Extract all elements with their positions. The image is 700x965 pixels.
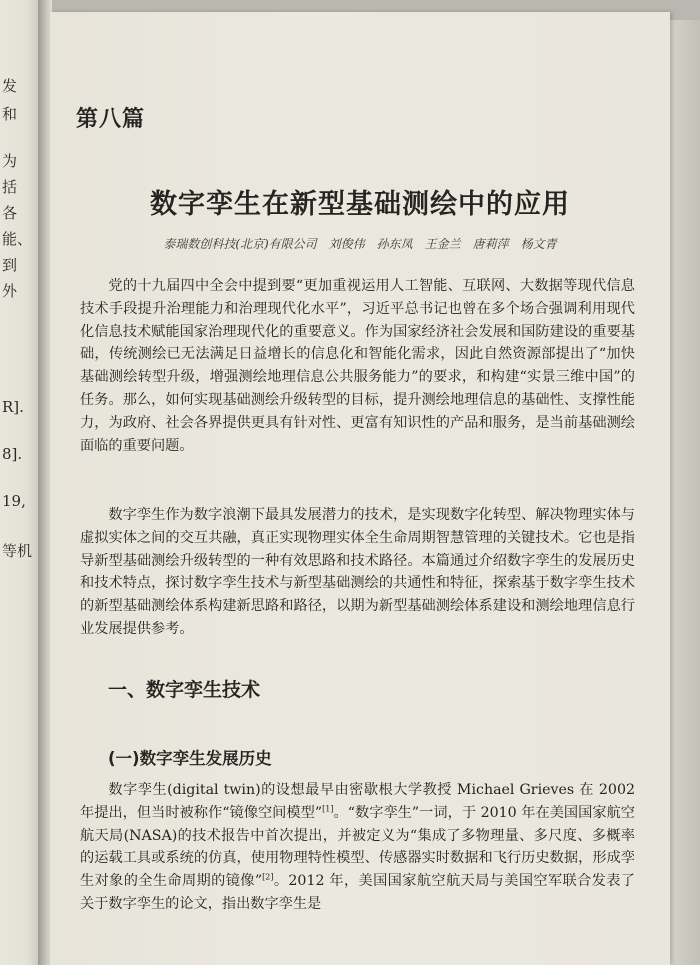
history-text: 数字孪生(digital twin)的设想最早由密歇根大学教授 Michael Grieves 在 2002 年提出，但当时被称作“镜像空间模型” [80, 782, 635, 821]
part-title: 第八篇 [76, 107, 146, 132]
left-page-fragment: R]. [2, 398, 24, 416]
left-page-fragment: 括 [2, 178, 18, 196]
left-page-fragment: 为 [2, 152, 18, 170]
left-page [0, 0, 38, 965]
left-page-fragment: 等机 [2, 542, 33, 560]
book-page [50, 12, 670, 965]
left-page-fragment: 外 [2, 282, 18, 300]
citation-ref: [1] [322, 804, 334, 814]
history-text: 。2012 年，美国国家航空航天局与美国空军联合发表了关于数字孪生的论文，指出数字孪生是 [80, 873, 635, 912]
left-page-fragment: 发 [2, 77, 18, 95]
paragraph-intro: 党的十九届四中全会中提到要“更加重视运用人工智能、互联网、大数据等现代信息技术手段提升治理能力和治理现代化水平”，习近平总书记也曾在多个场合强调利用现代化信息技术赋能国家治理现代化的重要意义。作为国家经济社会发展和国防建设的重要基础，传统测绘已无法满足日益增长的信息化和智能化需求，因此自然资源部提出了“加快基础测绘转型升级，增强测绘地理信息公共服务能力”的要求，和构建“实景三维中国”的任务。那么，如何实现基础测绘升级转型的目标，提升测绘地理信息的基础性、支撑性能力，为政府、社会各界提供更具有针对性、更富有知识性的产品和服务，是当前基础测绘面临的重要问题。 [80, 278, 635, 454]
author-line: 泰瑞数创科技(北京)有限公司 刘俊伟 孙东凤 王金兰 唐莉萍 杨文青 [163, 237, 557, 251]
left-page-fragment: 8]. [2, 445, 23, 463]
left-page-fragment: 19, [2, 492, 26, 510]
section-heading: 一、数字孪生技术 [108, 679, 261, 701]
left-page-fragment: 到 [2, 256, 18, 274]
left-page-fragment: 能、 [2, 230, 33, 248]
page-edge [668, 20, 700, 965]
paragraph-history [80, 779, 635, 916]
citation-ref: [2] [262, 872, 274, 882]
paragraph-digital-twin: 数字孪生作为数字浪潮下最具发展潜力的技术，是实现数字化转型、解决物理实体与虚拟实体之间的交互共融，真正实现物理实体全生命周期智慧管理的关键技术。它也是指导新型基础测绘升级转型的一种有效思路和技术路径。本篇通过介绍数字孪生的发展历史和技术特点，探讨数字孪生技术与新型基础测绘的共通性和特征，探索基于数字孪生技术的新型基础测绘体系构建新思路和路径，以期为新型基础测绘体系建设和测绘地理信息行业发展提供参考。 [80, 507, 635, 637]
history-text: 。“数字孪生”一词，于 2010 年在美国国家航空航天局(NASA)的技术报告中首次提出，并被定义为“集成了多物理量、多尺度、多概率的运载工具或系统的仿真，使用物理特性模型、传感器实时数据和飞行历史数据，形成孪生对象的全生命周期的镜像” [80, 804, 635, 890]
subsection-heading: (一)数字孪生发展历史 [108, 749, 272, 768]
left-page-fragment: 和 [2, 105, 18, 123]
left-page-fragment: 各 [2, 204, 18, 222]
chapter-title: 数字孪生在新型基础测绘中的应用 [150, 189, 570, 220]
